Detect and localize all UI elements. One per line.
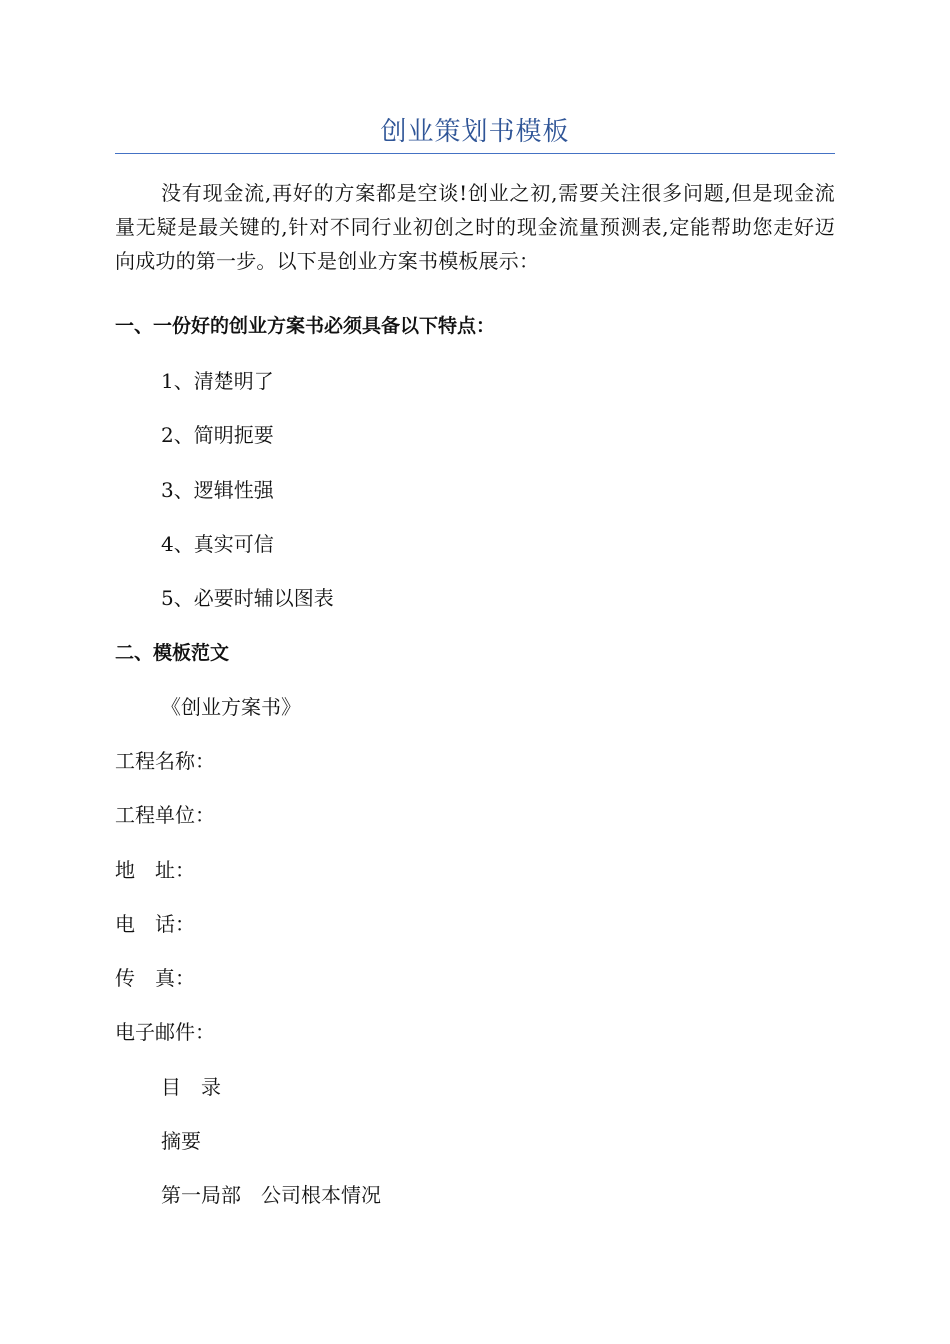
toc-item: 第一局部 公司根本情况 [161, 1183, 381, 1207]
toc-item: 摘要 [161, 1129, 201, 1153]
document-title: 创业策划书模板 [380, 117, 570, 147]
feature-item: 4、真实可信 [161, 532, 274, 556]
intro-paragraph: 没有现金流,再好的方案都是空谈!创业之初,需要关注很多问题,但是现金流量无疑是最关键的,针对不同行业初创之时的现金流量预测表,定能帮助您走好迈向成功的第一步。以下是创业方案书模板展示： [115, 181, 835, 273]
feature-item: 2、简明扼要 [161, 423, 274, 447]
field-address: 地 址： [115, 858, 195, 882]
feature-item: 3、逻辑性强 [161, 478, 274, 502]
book-title: 《创业方案书》 [161, 695, 301, 719]
feature-item: 1、清楚明了 [161, 369, 274, 393]
field-project-name: 工程名称： [115, 749, 215, 773]
section-heading-features: 一、一份好的创业方案书必须具备以下特点： [115, 315, 496, 337]
toc-title: 目 录 [161, 1075, 221, 1099]
section-heading-template: 二、模板范文 [115, 642, 230, 664]
field-phone: 电 话： [115, 912, 195, 936]
field-email: 电子邮件： [115, 1020, 215, 1044]
field-fax: 传 真： [115, 966, 195, 990]
title-underline [115, 153, 835, 154]
field-project-unit: 工程单位： [115, 803, 215, 827]
feature-item: 5、必要时辅以图表 [161, 586, 334, 610]
